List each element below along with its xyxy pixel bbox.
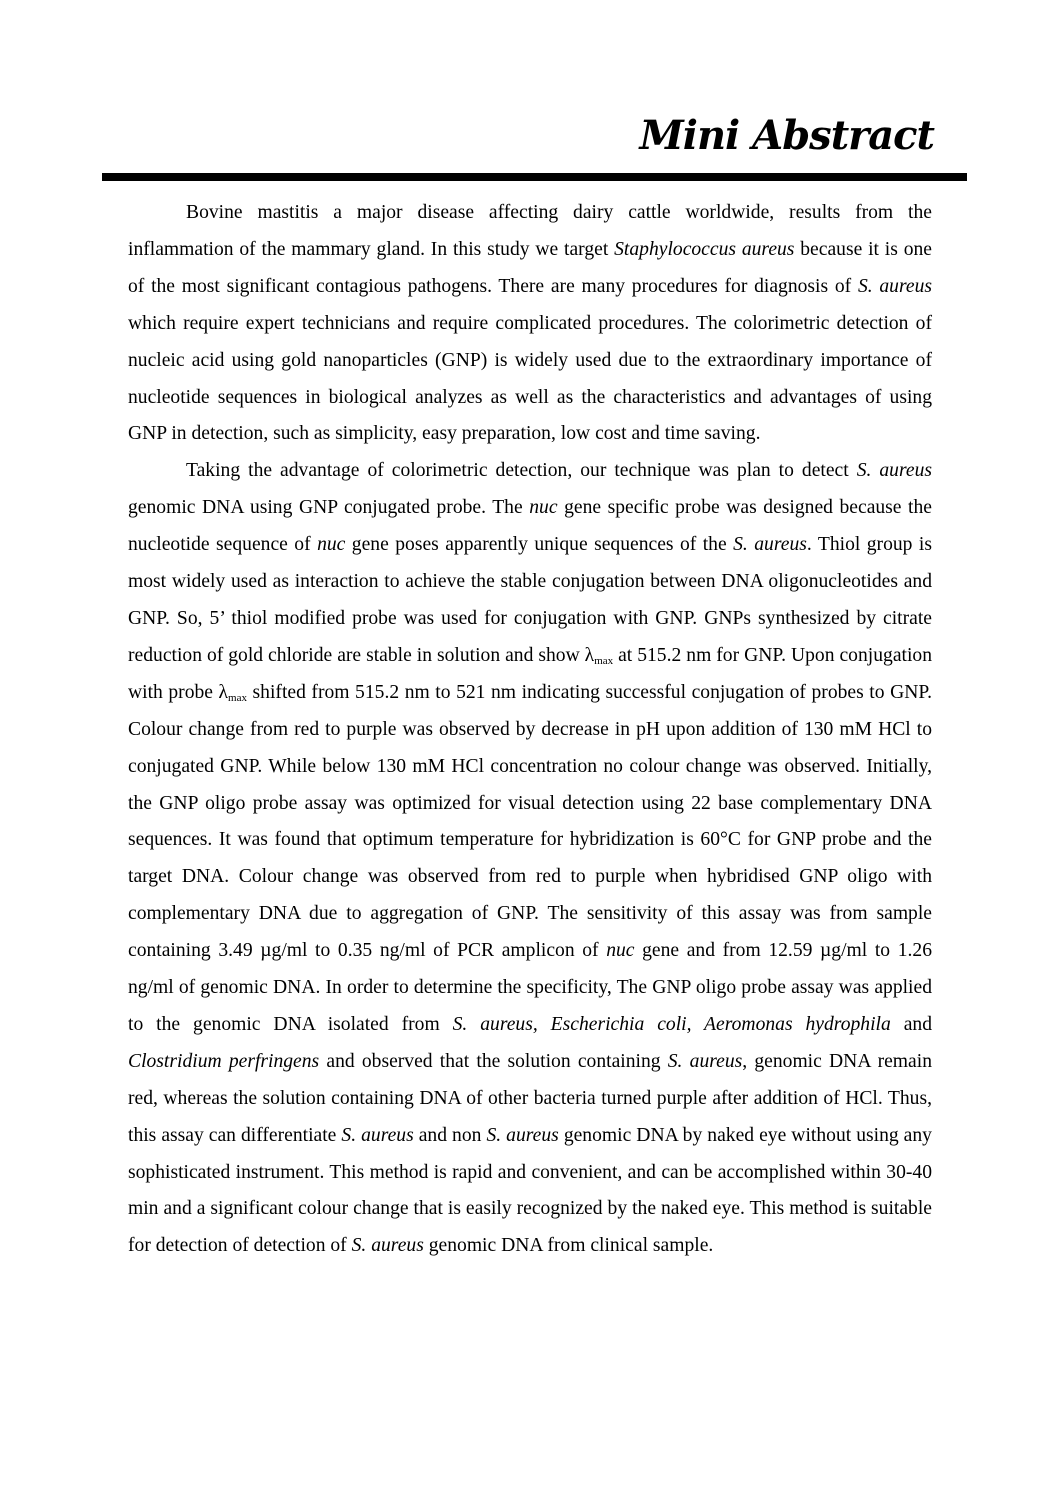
text-run: Taking the advantage of colorimetric detection, our technique was plan to detect bbox=[186, 460, 857, 482]
text-run: and non bbox=[413, 1124, 487, 1146]
text-run: genomic DNA using GNP conjugated probe. The bbox=[128, 497, 530, 519]
text-run: . Thiol group is most widely used as interaction to achieve the stable conjugation between DNA oligonucleotides and GNP. So, 5’ thiol modified probe was used for conjugation with GNP. GNPs synthesized by citrate reduction of gold chloride are stable in solution and show λ bbox=[128, 534, 932, 666]
italic-term: S. aureus bbox=[856, 460, 932, 482]
abstract-paragraph-1 bbox=[128, 195, 932, 453]
text-run: , genomic DNA remain red, whereas the solution containing DNA of other bacteria turned purple after addition of HCl. Thus, this assay can differentiate bbox=[128, 1050, 932, 1146]
text-run: Bovine mastitis a major disease affecting dairy cattle worldwide, results from the inflammation of the mammary gland. In this study we target bbox=[128, 202, 932, 260]
italic-term: S. aureus bbox=[857, 275, 932, 297]
text-run: and bbox=[890, 1013, 933, 1035]
italic-term: nuc bbox=[529, 497, 558, 519]
page-title: Mini Abstract bbox=[639, 112, 934, 159]
title-divider-rule bbox=[102, 173, 967, 181]
italic-term: S. aureus, Escherichia coli, Aeromonas hydrophila bbox=[452, 1013, 891, 1035]
italic-term: nuc bbox=[606, 940, 635, 962]
italic-term: nuc bbox=[317, 534, 346, 556]
text-run: genomic DNA by naked eye without using any sophisticated instrument. This method is rapid and convenient, and can be accomplished within 30-40 min and a significant colour change that is easily recognized by the naked eye. This method is suitable for detection of detection of bbox=[128, 1124, 932, 1257]
subscript: max bbox=[228, 691, 247, 704]
italic-term: S. aureus bbox=[486, 1124, 559, 1146]
text-run: gene poses apparently unique sequences of the bbox=[345, 534, 734, 556]
text-run: genomic DNA from clinical sample. bbox=[423, 1235, 714, 1257]
text-run: because it is one of the most significant contagious pathogens. There are many procedures for diagnosis of bbox=[128, 238, 932, 297]
subscript: max bbox=[594, 654, 614, 667]
text-run: gene and from 12.59 µg/ml to 1.26 ng/ml of genomic DNA. In order to determine the specificity, The GNP oligo probe assay was applied to the genomic DNA isolated from bbox=[128, 940, 932, 1035]
abstract-paragraph-2 bbox=[128, 453, 932, 1265]
text-run: at 515.2 nm for GNP. Upon conjugation with probe λ bbox=[128, 644, 932, 703]
italic-term: Clostridium perfringens bbox=[128, 1050, 320, 1072]
abstract-body bbox=[128, 195, 932, 1265]
italic-term: S. aureus bbox=[341, 1124, 414, 1146]
italic-term: S. aureus bbox=[351, 1235, 424, 1257]
text-run: gene specific probe was designed because the nucleotide sequence of bbox=[128, 497, 932, 556]
italic-term: S. aureus bbox=[667, 1050, 743, 1072]
italic-term: Staphylococcus aureus bbox=[614, 238, 795, 260]
text-run: which require expert technicians and require complicated procedures. The colorimetric detection of nucleic acid using gold nanoparticles (GNP) is widely used due to the extraordinary importance of nucleotide sequences in biological analyzes as well as the characteristics and advantages of using GNP in detection, such as simplicity, easy preparation, low cost and time saving. bbox=[128, 312, 932, 445]
text-run: shifted from 515.2 nm to 521 nm indicating successful conjugation of probes to GNP. Colour change from red to purple was observed by decrease in pH upon addition of 130 mM HCl to conjugated GNP. While below 130 mM HCl concentration no colour change was observed. Initially, the GNP oligo probe assay was optimized for visual detection using 22 base complementary DNA sequences. It was found that optimum temperature for hybridization is 60°C for GNP probe and the target DNA. Colour change was observed from red to purple when hybridised GNP oligo with complementary DNA due to aggregation of GNP. The sensitivity of this assay was from sample containing 3.49 µg/ml to 0.35 ng/ml of PCR amplicon of bbox=[128, 681, 932, 962]
text-run: and observed that the solution containing bbox=[319, 1050, 668, 1072]
italic-term: S. aureus bbox=[733, 534, 807, 556]
